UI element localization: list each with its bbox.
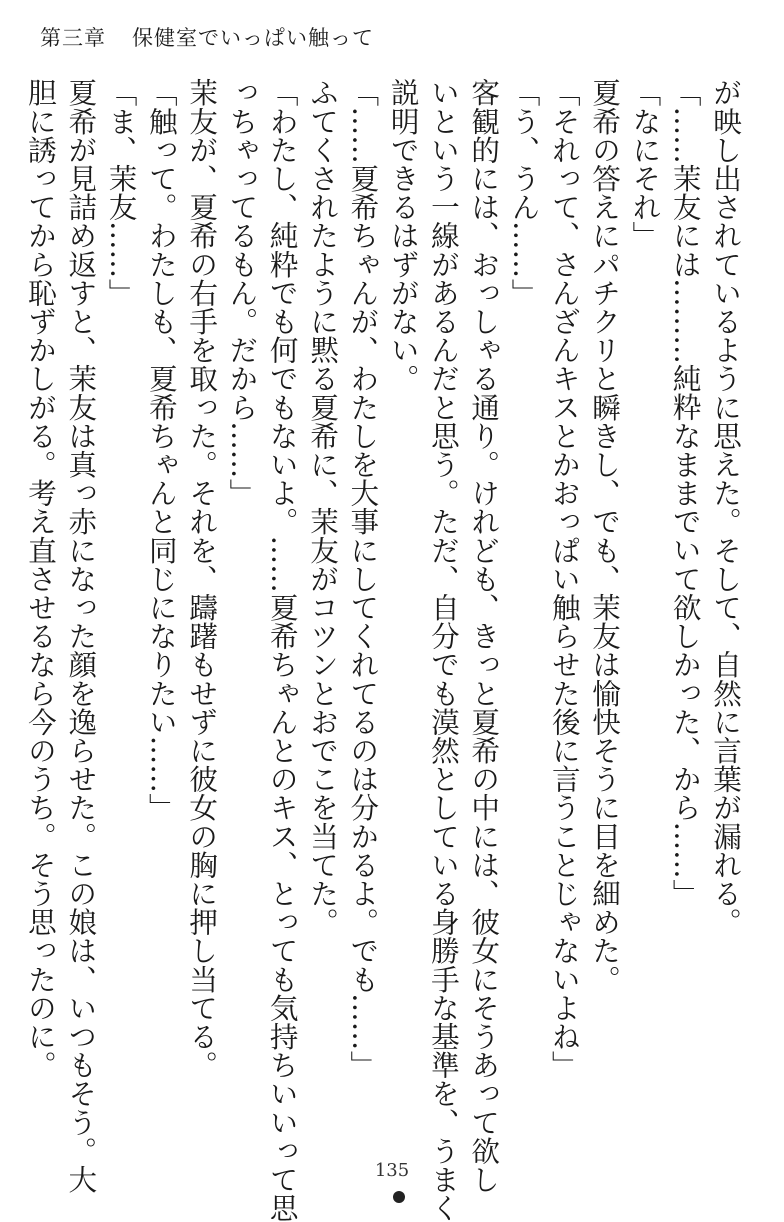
text-line: 「触って。わたしも、夏希ちゃんと同じになりたい……」 [144, 78, 179, 822]
text-line: 胆に誘ってから恥ずかしがる。考え直させるなら今のうち。そう思ったのに。 [23, 78, 58, 1079]
page-number: 135 [374, 1160, 410, 1181]
text-line: ふてくされたように黙る夏希に、茉友がコツンとおでこを当てた。 [306, 78, 341, 936]
text-line: 「なにそれ」 [628, 78, 663, 250]
text-line: っちゃってるもん。だから……」 [225, 78, 260, 507]
text-line: 夏希が見詰め返すと、茉友は真っ赤になった顔を逸らせた。この娘は、いつもそう。大 [64, 78, 99, 1194]
text-line: 説明できるはずがない。 [386, 78, 421, 393]
text-line: 客観的には、おっしゃる通り。けれども、きっと夏希の中には、彼女にそうあって欲し [467, 78, 502, 1194]
text-line: 茉友が、夏希の右手を取った。それを、躊躇もせずに彼女の胸に押し当てる。 [185, 78, 220, 1079]
text-line: 夏希の答えにパチクリと瞬きし、でも、茉友は愉快そうに目を細めた。 [588, 78, 623, 994]
text-line: 「……茉友には………純粋なままでいて欲しかった、から……」 [668, 78, 703, 908]
text-line: いという一線があるんだと思う。ただ、自分でも漠然としている身勝手な基準を、うまく [426, 78, 461, 1222]
scan-mark [393, 1191, 405, 1203]
text-line: が映し出されているように思えた。そして、自然に言葉が漏れる。 [709, 78, 743, 936]
chapter-title: 保健室でいっぱい触って [132, 26, 374, 50]
text-line: 「それって、さんざんキスとかおっぱい触らせた後に言うことじゃないよね」 [547, 78, 582, 1079]
running-header [40, 22, 374, 52]
text-line: 「……夏希ちゃんが、わたしを大事にしてくれてるのは分かるよ。でも……」 [346, 78, 381, 1079]
text-line: 「う、うん……」 [507, 78, 542, 307]
text-line: 「わたし、純粋でも何でもないよ。……夏希ちゃんとのキス、とっても気持ちいいって思 [265, 78, 300, 1222]
text-line: 「ま、茉友……」 [104, 78, 139, 307]
chapter-number: 第三章 [40, 26, 106, 50]
